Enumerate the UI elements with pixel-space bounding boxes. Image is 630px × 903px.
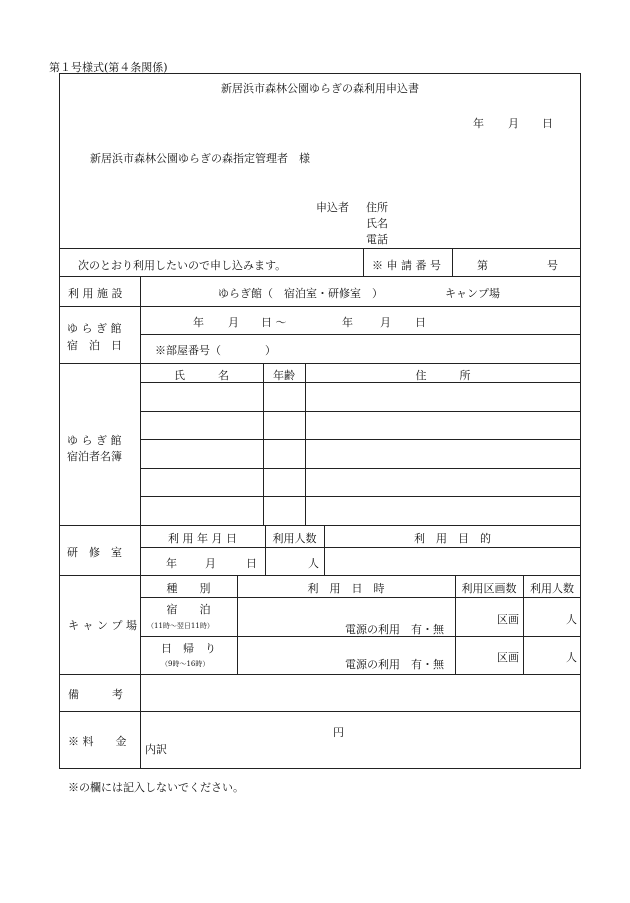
campsite-col-sections: 利用区画数 <box>461 582 517 595</box>
remarks-label: 備 考 <box>68 688 123 701</box>
training-date-day: 日 <box>246 557 257 570</box>
guests-col-age: 年齢 <box>273 369 295 382</box>
stay-start-day: 日 〜 <box>261 316 287 329</box>
training-col-purpose: 利 用 目 的 <box>414 532 491 545</box>
date-day-label: 日 <box>542 117 553 130</box>
stay-end-month: 月 <box>380 316 391 329</box>
applicant-label: 申込者 <box>316 201 349 214</box>
application-number-suffix: 号 <box>547 259 558 272</box>
campsite-daytrip-hours: （9時〜16時） <box>161 660 210 668</box>
stay-end-year: 年 <box>342 316 353 329</box>
room-number-label: ※部屋番号（ ） <box>155 344 276 357</box>
facility-camp: キャンプ場 <box>445 287 500 300</box>
fee-unit: 円 <box>333 726 344 739</box>
addressee: 新居浜市森林公園ゆらぎの森指定管理者 様 <box>90 152 310 165</box>
training-date-year: 年 <box>166 557 177 570</box>
campsite-overnight-people-unit: 人 <box>566 613 577 626</box>
guests-col-address: 住 所 <box>415 369 471 382</box>
fee-breakdown-label: 内訳 <box>145 743 167 756</box>
intro-text: 次のとおり利用したいので申し込みます。 <box>78 259 287 272</box>
training-people-unit: 人 <box>308 557 319 570</box>
campsite-daytrip-section-unit: 区画 <box>497 651 519 664</box>
campsite-overnight-section-unit: 区画 <box>497 613 519 626</box>
applicant-phone-label: 電話 <box>366 233 388 246</box>
stay-label-line2: 宿 泊 日 <box>67 339 122 352</box>
campsite-col-datetime: 利 用 日 時 <box>307 582 385 595</box>
facility-label: 利 用 施 設 <box>68 287 123 300</box>
campsite-overnight-type: 宿 泊 <box>166 603 211 616</box>
guests-col-name: 氏 名 <box>174 369 229 382</box>
fee-label: ※ 料 金 <box>68 735 127 748</box>
applicant-address-label: 住所 <box>366 201 388 214</box>
form-title: 新居浜市森林公園ゆらぎの森利用申込書 <box>221 82 419 95</box>
campsite-col-people: 利用人数 <box>530 582 574 595</box>
date-month-label: 月 <box>508 117 519 130</box>
date-year-label: 年 <box>473 117 484 130</box>
campsite-col-type: 種 別 <box>166 582 211 595</box>
applicant-name-label: 氏名 <box>366 217 388 230</box>
guests-label-line2: 宿泊者名簿 <box>67 450 122 463</box>
stay-label-line1: ゆ ら ぎ 館 <box>67 322 122 335</box>
form-number: 第１号様式(第４条関係) <box>49 61 168 74</box>
stay-start-year: 年 <box>193 316 204 329</box>
footer-note: ※の欄には記入しないでください。 <box>68 781 244 794</box>
training-label: 研 修 室 <box>67 546 122 559</box>
campsite-overnight-hours: （11時〜翌日11時） <box>147 622 214 630</box>
campsite-daytrip-type: 日 帰 り <box>161 642 216 655</box>
application-number-prefix: 第 <box>477 259 488 272</box>
application-number-label: ※ 申 請 番 号 <box>372 259 441 272</box>
stay-start-month: 月 <box>228 316 239 329</box>
training-col-people: 利用人数 <box>272 532 317 545</box>
guests-label-line1: ゆ ら ぎ 館 <box>67 434 122 447</box>
training-date-month: 月 <box>205 557 216 570</box>
facility-yuragi: ゆらぎ館（ 宿泊室・研修室 ） <box>218 287 383 300</box>
campsite-daytrip-people-unit: 人 <box>566 651 577 664</box>
campsite-label: キ ャ ン プ 場 <box>68 619 137 632</box>
campsite-daytrip-power: 電源の利用 有・無 <box>345 658 444 671</box>
stay-end-day: 日 <box>415 316 426 329</box>
training-col-date: 利 用 年 月 日 <box>168 532 237 545</box>
campsite-overnight-power: 電源の利用 有・無 <box>345 623 444 636</box>
